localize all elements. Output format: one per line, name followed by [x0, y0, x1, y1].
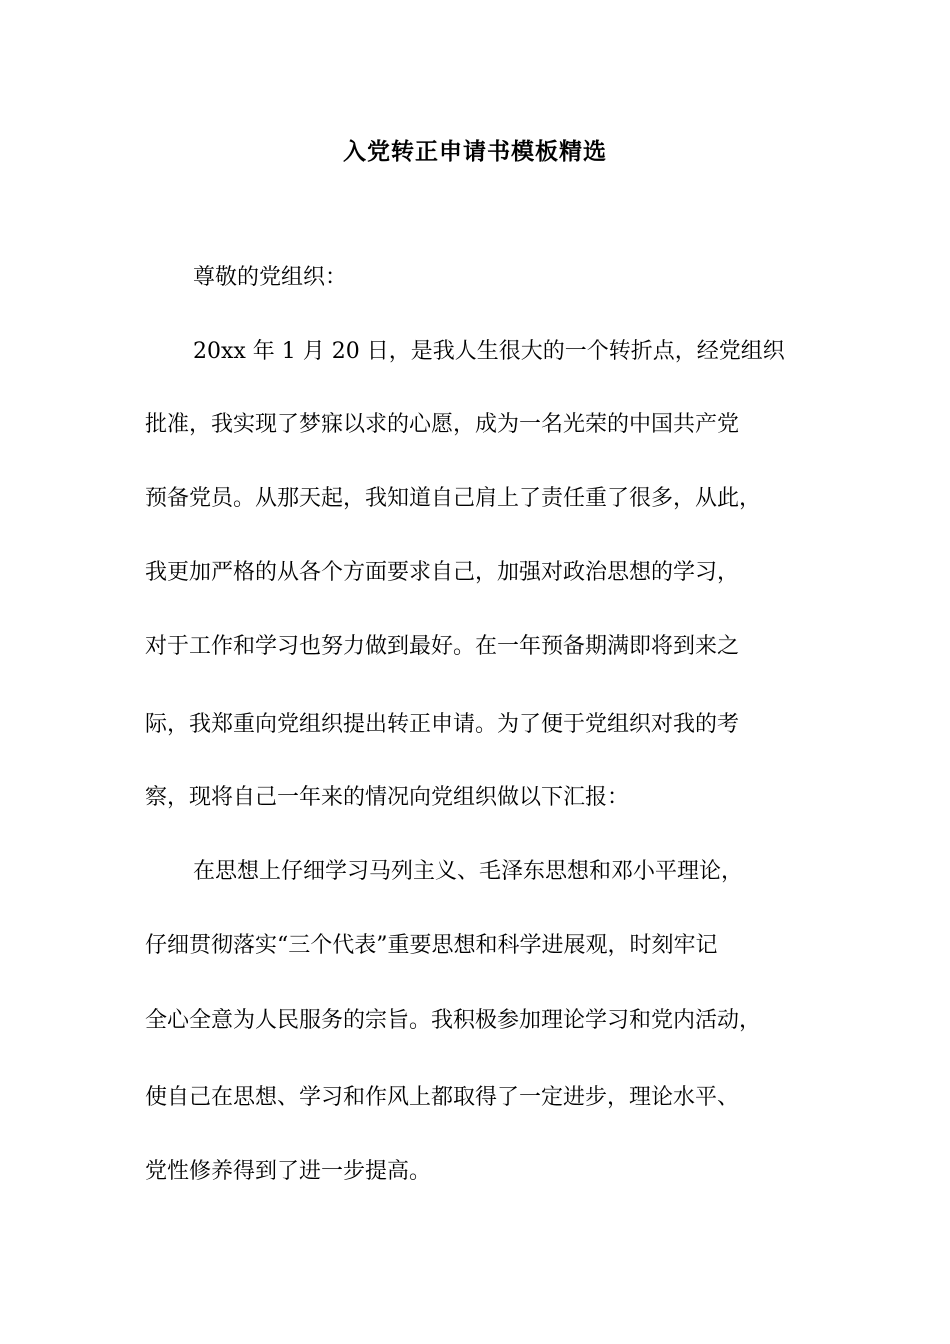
paragraph-1-line-5: 对于工作和学习也努力做到最好。在一年预备期满即将到来之 — [145, 634, 740, 659]
paragraph-2-line-5: 党性修养得到了进一步提高。 — [145, 1159, 432, 1184]
paragraph-1-line-4: 我更加严格的从各个方面要求自己，加强对政治思想的学习， — [145, 560, 740, 585]
document-title: 入党转正申请书模板精选 — [343, 138, 607, 165]
paragraph-2-line-1: 在思想上仔细学习马列主义、毛泽东思想和邓小平理论， — [193, 859, 744, 884]
paragraph-1-line-2: 批准，我实现了梦寐以求的心愿，成为一名光荣的中国共产党 — [145, 412, 740, 437]
paragraph-1-line-1: 20xx 年 1 月 20 日，是我人生很大的一个转折点，经党组织 — [193, 339, 785, 364]
paragraph-2-line-3: 全心全意为人民服务的宗旨。我积极参加理论学习和党内活动， — [145, 1008, 762, 1033]
paragraph-1-line-7: 察，现将自己一年来的情况向党组织做以下汇报： — [145, 785, 630, 810]
paragraph-1-line-3: 预备党员。从那天起，我知道自己肩上了责任重了很多，从此， — [145, 486, 762, 511]
paragraph-1-line-6: 际，我郑重向党组织提出转正申请。为了便于党组织对我的考 — [145, 712, 740, 737]
paragraph-2-line-2: 仔细贯彻落实“三个代表”重要思想和科学进展观，时刻牢记 — [145, 933, 718, 958]
paragraph-2-line-4: 使自己在思想、学习和作风上都取得了一定进步，理论水平、 — [145, 1085, 740, 1110]
salutation: 尊敬的党组织： — [193, 265, 348, 290]
